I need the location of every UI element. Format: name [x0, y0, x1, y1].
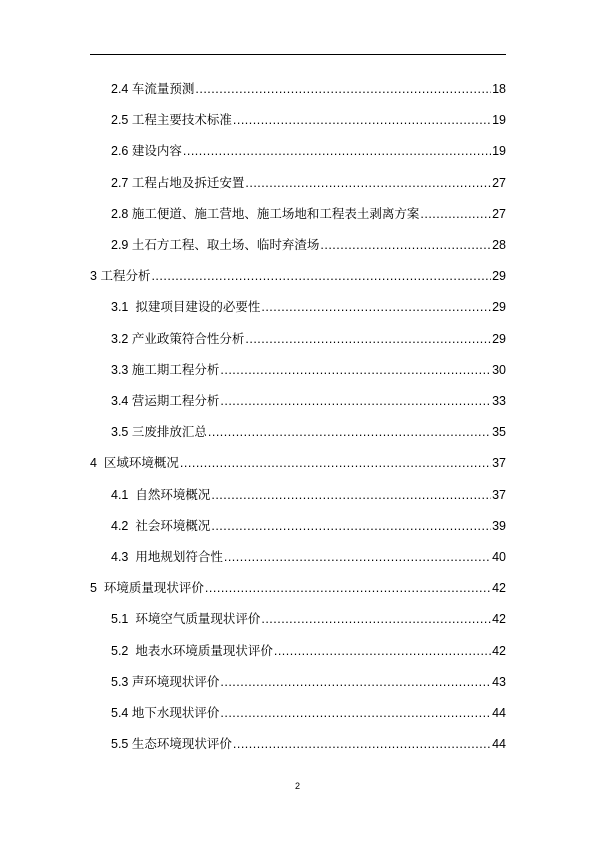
toc-entry-separator [128, 549, 135, 565]
toc-entry-page-number: 42 [492, 581, 506, 596]
toc-entry[interactable] [111, 175, 506, 191]
toc-entry-title: 区域环境概况 [103, 456, 179, 471]
toc-entry[interactable] [111, 549, 506, 565]
toc-entry-number: 5.4 [111, 706, 129, 720]
toc-entry-title: 工程主要技术标准 [131, 113, 232, 128]
toc-entry-separator [128, 518, 135, 534]
toc-entry[interactable] [111, 611, 506, 627]
toc-dot-leader [208, 424, 491, 440]
toc-entry-number: 2.8 [111, 206, 129, 221]
toc-entry[interactable] [90, 580, 506, 596]
toc-entry-separator [128, 643, 135, 659]
toc-dot-leader [220, 674, 491, 690]
toc-entry-separator [128, 299, 135, 315]
toc-dot-leader [220, 362, 491, 378]
toc-dot-leader [320, 237, 491, 253]
toc-entry-title: 地表水环境质量现状评价 [135, 643, 273, 658]
toc-entry-page-number: 37 [492, 487, 506, 502]
toc-dot-leader [245, 331, 491, 347]
toc-dot-leader [261, 611, 491, 627]
toc-entry-title: 车流量预测 [131, 82, 195, 96]
toc-entry-number: 4.1 [111, 487, 129, 502]
toc-entry-number: 3.2 [111, 331, 129, 346]
toc-entry[interactable] [111, 237, 506, 253]
toc-entry-number: 4 [90, 456, 97, 471]
toc-dot-leader [261, 299, 491, 315]
toc-entry-title: 土石方工程、取土场、临时弃渣场 [131, 238, 320, 252]
toc-entry-separator [128, 487, 135, 503]
toc-entry-page-number: 28 [492, 238, 506, 252]
toc-entry-title: 地下水现状评价 [131, 706, 220, 720]
toc-entry[interactable] [111, 705, 506, 721]
toc-dot-leader [224, 549, 491, 565]
toc-entry-page-number: 33 [492, 394, 506, 408]
toc-entry[interactable] [90, 268, 506, 284]
toc-entry-title: 环境质量现状评价 [103, 581, 204, 596]
toc-entry[interactable] [111, 643, 506, 659]
toc-entry[interactable] [90, 455, 506, 471]
toc-entry[interactable] [111, 331, 506, 347]
toc-entry-page-number: 44 [492, 706, 506, 720]
toc-entry-number: 5.3 [111, 674, 129, 689]
toc-entry-number: 2.9 [111, 238, 129, 252]
toc-entry[interactable] [111, 81, 506, 97]
toc-entry-page-number: 40 [492, 550, 506, 564]
toc-entry-separator [128, 611, 135, 627]
toc-entry-number: 2.5 [111, 113, 129, 128]
toc-entry[interactable] [111, 487, 506, 503]
toc-entry-number: 3.3 [111, 362, 129, 377]
toc-entry-title: 工程分析 [100, 269, 151, 284]
toc-entry-page-number: 27 [492, 206, 506, 221]
toc-entry-number: 5 [90, 581, 97, 596]
toc-dot-leader [151, 268, 491, 284]
toc-dot-leader [211, 518, 491, 534]
toc-dot-leader [220, 705, 491, 721]
toc-entry-title: 用地规划符合性 [135, 550, 223, 564]
toc-entry-page-number: 35 [492, 425, 506, 440]
toc-entry[interactable] [111, 674, 506, 690]
toc-entry-title: 产业政策符合性分析 [131, 331, 245, 346]
toc-entry[interactable] [111, 143, 506, 159]
toc-entry-number: 2.6 [111, 144, 129, 159]
toc-entry-title: 环境空气质量现状评价 [135, 612, 261, 627]
toc-entry-number: 5.2 [111, 643, 129, 658]
toc-entry-number: 2.7 [111, 175, 129, 190]
toc-entry-title: 拟建项目建设的必要性 [135, 300, 261, 315]
toc-entry[interactable] [111, 362, 506, 378]
toc-dot-leader [205, 580, 491, 596]
toc-entry-page-number: 29 [492, 269, 506, 284]
toc-dot-leader [211, 487, 491, 503]
toc-entry-title: 自然环境概况 [135, 487, 211, 502]
toc-entry-number: 3 [90, 269, 97, 284]
toc-dot-leader [233, 736, 491, 752]
toc-entry-page-number: 29 [492, 300, 506, 315]
toc-entry-number: 3.1 [111, 300, 129, 315]
toc-entry-page-number: 19 [492, 144, 506, 159]
header-rule [90, 54, 506, 55]
toc-entry-page-number: 42 [492, 643, 506, 658]
toc-dot-leader [233, 112, 491, 128]
toc-entry-title: 生态环境现状评价 [131, 737, 232, 752]
toc-dot-leader [245, 175, 491, 191]
toc-entry[interactable] [111, 112, 506, 128]
toc-entry-title: 三废排放汇总 [131, 425, 207, 440]
toc-dot-leader [195, 81, 491, 97]
toc-entry-number: 5.5 [111, 737, 129, 752]
toc-entry-title: 营运期工程分析 [131, 394, 220, 408]
toc-entry-number: 2.4 [111, 82, 129, 96]
toc-dot-leader [180, 455, 491, 471]
toc-entry-number: 5.1 [111, 612, 129, 627]
toc-entry-title: 建设内容 [131, 144, 182, 159]
page-number: 2 [294, 781, 300, 791]
toc-entry-page-number: 43 [492, 674, 506, 689]
toc-entry-title: 施工便道、施工营地、施工场地和工程表土剥离方案 [131, 206, 420, 221]
toc-entry-title: 社会环境概况 [135, 518, 211, 533]
toc-dot-leader [183, 143, 491, 159]
toc-entry[interactable] [111, 736, 506, 752]
toc-dot-leader [420, 206, 491, 222]
toc-entry-separator [97, 455, 104, 471]
toc-entry-title: 声环境现状评价 [131, 674, 220, 689]
toc-entry-page-number: 18 [492, 82, 506, 96]
toc-entry-page-number: 39 [492, 518, 506, 533]
toc-entry-page-number: 37 [492, 456, 506, 471]
toc-entry[interactable] [111, 518, 506, 534]
toc-entry[interactable] [111, 393, 506, 409]
toc-entry[interactable] [111, 424, 506, 440]
toc-entry[interactable] [111, 206, 506, 222]
toc-entry-number: 4.2 [111, 518, 129, 533]
toc-entry-page-number: 44 [492, 737, 506, 752]
toc-entry-number: 3.4 [111, 394, 129, 408]
toc-entry-number: 4.3 [111, 550, 129, 564]
toc-dot-leader [220, 393, 491, 409]
toc-entry[interactable] [111, 299, 506, 315]
toc-entry-separator [97, 580, 104, 596]
toc-entry-page-number: 42 [492, 612, 506, 627]
toc-entry-title: 施工期工程分析 [131, 362, 220, 377]
toc-entry-title: 工程占地及拆迁安置 [131, 175, 245, 190]
toc-entry-page-number: 19 [492, 113, 506, 128]
toc-entry-page-number: 29 [492, 331, 506, 346]
toc-entry-page-number: 27 [492, 175, 506, 190]
toc-entry-page-number: 30 [492, 362, 506, 377]
toc-dot-leader [274, 643, 491, 659]
toc-entry-number: 3.5 [111, 425, 129, 440]
